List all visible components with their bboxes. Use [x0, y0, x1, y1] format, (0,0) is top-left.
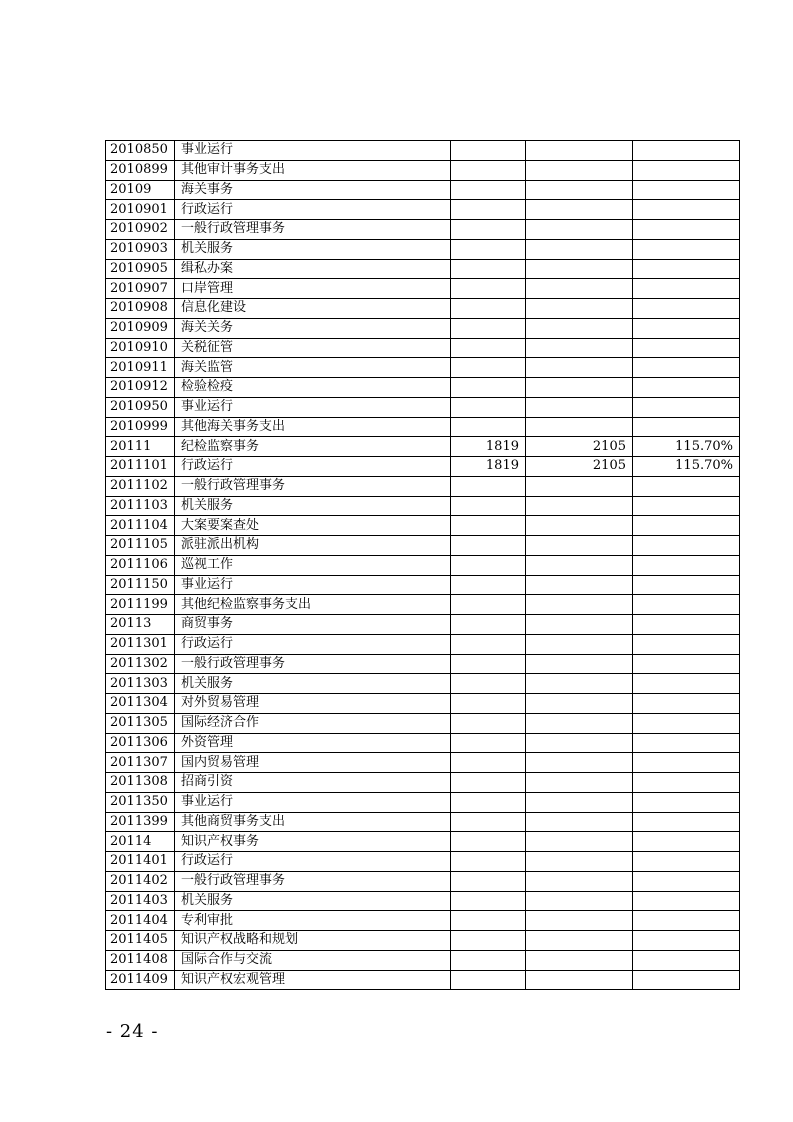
table-row — [106, 536, 740, 556]
table-row — [106, 634, 740, 654]
subject-name-cell: 国内贸易管理 — [175, 753, 451, 773]
completion-ratio-cell — [633, 615, 740, 635]
completion-ratio-cell — [633, 911, 740, 931]
completion-ratio-cell — [633, 970, 740, 990]
budget-amount-cell — [451, 476, 526, 496]
table-row — [106, 970, 740, 990]
table-row — [106, 615, 740, 635]
completion-ratio-cell — [633, 141, 740, 161]
budget-amount-cell — [451, 832, 526, 852]
completion-ratio-cell — [633, 713, 740, 733]
subject-code-cell: 2011404 — [106, 911, 175, 931]
subject-name-cell: 事业运行 — [175, 792, 451, 812]
actual-amount-cell — [526, 931, 633, 951]
actual-amount-cell: 2105 — [526, 457, 633, 477]
subject-code-cell: 2010912 — [106, 378, 175, 398]
subject-code-cell: 2010902 — [106, 220, 175, 240]
completion-ratio-cell — [633, 812, 740, 832]
budget-amount-cell — [451, 555, 526, 575]
subject-name-cell: 知识产权战略和规划 — [175, 931, 451, 951]
subject-code-cell: 2010999 — [106, 417, 175, 437]
actual-amount-cell — [526, 516, 633, 536]
subject-code-cell: 2010908 — [106, 299, 175, 319]
subject-name-cell: 事业运行 — [175, 141, 451, 161]
table-row — [106, 516, 740, 536]
completion-ratio-cell — [633, 575, 740, 595]
completion-ratio-cell — [633, 595, 740, 615]
subject-code-cell: 2011106 — [106, 555, 175, 575]
subject-code-cell: 2010950 — [106, 397, 175, 417]
subject-name-cell: 机关服务 — [175, 674, 451, 694]
completion-ratio-cell — [633, 792, 740, 812]
subject-code-cell: 2010899 — [106, 160, 175, 180]
budget-amount-cell — [451, 220, 526, 240]
subject-name-cell: 招商引资 — [175, 773, 451, 793]
subject-name-cell: 机关服务 — [175, 239, 451, 259]
budget-amount-cell — [451, 397, 526, 417]
table-row — [106, 595, 740, 615]
actual-amount-cell — [526, 180, 633, 200]
completion-ratio-cell — [633, 516, 740, 536]
budget-amount-cell — [451, 575, 526, 595]
actual-amount-cell — [526, 476, 633, 496]
subject-name-cell: 专利审批 — [175, 911, 451, 931]
completion-ratio-cell — [633, 634, 740, 654]
budget-amount-cell — [451, 694, 526, 714]
table-row — [106, 773, 740, 793]
actual-amount-cell — [526, 792, 633, 812]
subject-name-cell: 知识产权宏观管理 — [175, 970, 451, 990]
completion-ratio-cell: 115.70% — [633, 457, 740, 477]
table-row — [106, 417, 740, 437]
table-row — [106, 437, 740, 457]
actual-amount-cell — [526, 220, 633, 240]
completion-ratio-cell — [633, 476, 740, 496]
subject-code-cell: 2010909 — [106, 318, 175, 338]
budget-amount-cell — [451, 812, 526, 832]
table-row — [106, 792, 740, 812]
subject-code-cell: 20109 — [106, 180, 175, 200]
subject-code-cell: 2011103 — [106, 496, 175, 516]
actual-amount-cell — [526, 595, 633, 615]
subject-name-cell: 机关服务 — [175, 891, 451, 911]
table-row — [106, 259, 740, 279]
budget-amount-cell — [451, 160, 526, 180]
subject-name-cell: 一般行政管理事务 — [175, 220, 451, 240]
completion-ratio-cell — [633, 891, 740, 911]
subject-name-cell: 国际经济合作 — [175, 713, 451, 733]
budget-amount-cell — [451, 773, 526, 793]
subject-name-cell: 外资管理 — [175, 733, 451, 753]
completion-ratio-cell — [633, 200, 740, 220]
table-row — [106, 950, 740, 970]
budget-amount-cell — [451, 299, 526, 319]
actual-amount-cell — [526, 753, 633, 773]
subject-name-cell: 对外贸易管理 — [175, 694, 451, 714]
completion-ratio-cell — [633, 871, 740, 891]
completion-ratio-cell — [633, 318, 740, 338]
budget-amount-cell: 1819 — [451, 437, 526, 457]
table-row — [106, 733, 740, 753]
actual-amount-cell — [526, 674, 633, 694]
completion-ratio-cell — [633, 358, 740, 378]
completion-ratio-cell — [633, 180, 740, 200]
subject-code-cell: 2011303 — [106, 674, 175, 694]
actual-amount-cell — [526, 496, 633, 516]
budget-amount-cell — [451, 615, 526, 635]
actual-amount-cell — [526, 200, 633, 220]
budget-amount-cell — [451, 259, 526, 279]
subject-name-cell: 行政运行 — [175, 457, 451, 477]
actual-amount-cell — [526, 575, 633, 595]
subject-code-cell: 2010901 — [106, 200, 175, 220]
table-row — [106, 812, 740, 832]
subject-code-cell: 2011307 — [106, 753, 175, 773]
subject-code-cell: 2011409 — [106, 970, 175, 990]
table-row — [106, 239, 740, 259]
completion-ratio-cell — [633, 299, 740, 319]
completion-ratio-cell — [633, 536, 740, 556]
budget-amount-cell — [451, 417, 526, 437]
table-row — [106, 457, 740, 477]
subject-code-cell: 2011104 — [106, 516, 175, 536]
actual-amount-cell — [526, 634, 633, 654]
table-row — [106, 476, 740, 496]
table-row — [106, 299, 740, 319]
budget-amount-cell — [451, 970, 526, 990]
actual-amount-cell — [526, 733, 633, 753]
budget-amount-cell — [451, 180, 526, 200]
table-row — [106, 279, 740, 299]
completion-ratio-cell — [633, 378, 740, 398]
subject-code-cell: 2011101 — [106, 457, 175, 477]
budget-amount-cell — [451, 141, 526, 161]
budget-amount-cell — [451, 496, 526, 516]
budget-amount-cell — [451, 911, 526, 931]
actual-amount-cell — [526, 279, 633, 299]
actual-amount-cell — [526, 852, 633, 872]
table-row — [106, 753, 740, 773]
subject-name-cell: 行政运行 — [175, 852, 451, 872]
subject-code-cell: 2011199 — [106, 595, 175, 615]
table-row — [106, 180, 740, 200]
actual-amount-cell — [526, 654, 633, 674]
subject-code-cell: 2011301 — [106, 634, 175, 654]
subject-name-cell: 一般行政管理事务 — [175, 654, 451, 674]
subject-code-cell: 20111 — [106, 437, 175, 457]
subject-code-cell: 20113 — [106, 615, 175, 635]
budget-amount-cell — [451, 852, 526, 872]
budget-amount-cell — [451, 733, 526, 753]
budget-amount-cell: 1819 — [451, 457, 526, 477]
subject-name-cell: 口岸管理 — [175, 279, 451, 299]
table-row — [106, 891, 740, 911]
completion-ratio-cell — [633, 753, 740, 773]
completion-ratio-cell — [633, 338, 740, 358]
subject-code-cell: 2011150 — [106, 575, 175, 595]
subject-code-cell: 2010911 — [106, 358, 175, 378]
completion-ratio-cell — [633, 654, 740, 674]
budget-amount-cell — [451, 792, 526, 812]
completion-ratio-cell — [633, 259, 740, 279]
actual-amount-cell — [526, 871, 633, 891]
table-row — [106, 694, 740, 714]
subject-name-cell: 检验检疫 — [175, 378, 451, 398]
subject-name-cell: 巡视工作 — [175, 555, 451, 575]
subject-code-cell: 2010910 — [106, 338, 175, 358]
budget-amount-cell — [451, 516, 526, 536]
table-row — [106, 378, 740, 398]
completion-ratio-cell — [633, 931, 740, 951]
subject-name-cell: 其他商贸事务支出 — [175, 812, 451, 832]
completion-ratio-cell — [633, 773, 740, 793]
subject-name-cell: 一般行政管理事务 — [175, 871, 451, 891]
completion-ratio-cell — [633, 397, 740, 417]
budget-amount-cell — [451, 358, 526, 378]
actual-amount-cell — [526, 713, 633, 733]
subject-code-cell: 2011399 — [106, 812, 175, 832]
actual-amount-cell — [526, 555, 633, 575]
subject-name-cell: 缉私办案 — [175, 259, 451, 279]
subject-code-cell: 2011105 — [106, 536, 175, 556]
actual-amount-cell — [526, 160, 633, 180]
budget-amount-cell — [451, 200, 526, 220]
budget-expenditure-table — [105, 140, 740, 990]
subject-code-cell: 2011305 — [106, 713, 175, 733]
actual-amount-cell — [526, 141, 633, 161]
budget-amount-cell — [451, 378, 526, 398]
subject-code-cell: 2011402 — [106, 871, 175, 891]
subject-name-cell: 海关监管 — [175, 358, 451, 378]
subject-name-cell: 大案要案查处 — [175, 516, 451, 536]
budget-amount-cell — [451, 713, 526, 733]
actual-amount-cell — [526, 970, 633, 990]
subject-name-cell: 国际合作与交流 — [175, 950, 451, 970]
completion-ratio-cell — [633, 694, 740, 714]
completion-ratio-cell — [633, 160, 740, 180]
table-row — [106, 496, 740, 516]
actual-amount-cell: 2105 — [526, 437, 633, 457]
budget-amount-cell — [451, 536, 526, 556]
budget-amount-cell — [451, 239, 526, 259]
subject-name-cell: 其他海关事务支出 — [175, 417, 451, 437]
actual-amount-cell — [526, 378, 633, 398]
actual-amount-cell — [526, 891, 633, 911]
actual-amount-cell — [526, 239, 633, 259]
actual-amount-cell — [526, 694, 633, 714]
actual-amount-cell — [526, 832, 633, 852]
budget-amount-cell — [451, 654, 526, 674]
subject-code-cell: 2011403 — [106, 891, 175, 911]
completion-ratio-cell — [633, 950, 740, 970]
actual-amount-cell — [526, 417, 633, 437]
budget-amount-cell — [451, 950, 526, 970]
subject-code-cell: 2011308 — [106, 773, 175, 793]
subject-code-cell: 2011401 — [106, 852, 175, 872]
table-row — [106, 911, 740, 931]
completion-ratio-cell — [633, 220, 740, 240]
subject-code-cell: 2011405 — [106, 931, 175, 951]
subject-code-cell: 2010903 — [106, 239, 175, 259]
budget-amount-cell — [451, 338, 526, 358]
table-row — [106, 160, 740, 180]
subject-code-cell: 2010905 — [106, 259, 175, 279]
actual-amount-cell — [526, 911, 633, 931]
budget-amount-cell — [451, 318, 526, 338]
table-row — [106, 200, 740, 220]
subject-code-cell: 2010907 — [106, 279, 175, 299]
subject-name-cell: 行政运行 — [175, 200, 451, 220]
actual-amount-cell — [526, 338, 633, 358]
subject-name-cell: 机关服务 — [175, 496, 451, 516]
subject-code-cell: 2011302 — [106, 654, 175, 674]
actual-amount-cell — [526, 397, 633, 417]
completion-ratio-cell — [633, 733, 740, 753]
table-row — [106, 654, 740, 674]
table-row — [106, 674, 740, 694]
actual-amount-cell — [526, 318, 633, 338]
table-row — [106, 931, 740, 951]
subject-name-cell: 事业运行 — [175, 575, 451, 595]
completion-ratio-cell — [633, 832, 740, 852]
budget-amount-cell — [451, 595, 526, 615]
budget-amount-cell — [451, 931, 526, 951]
table-row — [106, 555, 740, 575]
table-row — [106, 575, 740, 595]
actual-amount-cell — [526, 615, 633, 635]
subject-code-cell: 2011102 — [106, 476, 175, 496]
actual-amount-cell — [526, 358, 633, 378]
table-body — [106, 141, 740, 990]
completion-ratio-cell — [633, 555, 740, 575]
subject-code-cell: 2010850 — [106, 141, 175, 161]
budget-amount-cell — [451, 871, 526, 891]
table-row — [106, 318, 740, 338]
table-row — [106, 397, 740, 417]
budget-amount-cell — [451, 753, 526, 773]
completion-ratio-cell — [633, 279, 740, 299]
actual-amount-cell — [526, 536, 633, 556]
page-number: - 24 - — [106, 1021, 159, 1042]
table-row — [106, 338, 740, 358]
completion-ratio-cell — [633, 496, 740, 516]
subject-name-cell: 其他审计事务支出 — [175, 160, 451, 180]
completion-ratio-cell — [633, 852, 740, 872]
completion-ratio-cell — [633, 239, 740, 259]
subject-name-cell: 商贸事务 — [175, 615, 451, 635]
budget-amount-cell — [451, 674, 526, 694]
subject-name-cell: 行政运行 — [175, 634, 451, 654]
subject-code-cell: 2011304 — [106, 694, 175, 714]
subject-code-cell: 20114 — [106, 832, 175, 852]
subject-name-cell: 派驻派出机构 — [175, 536, 451, 556]
budget-amount-cell — [451, 279, 526, 299]
actual-amount-cell — [526, 812, 633, 832]
subject-code-cell: 2011306 — [106, 733, 175, 753]
budget-amount-cell — [451, 891, 526, 911]
subject-code-cell: 2011408 — [106, 950, 175, 970]
budget-amount-cell — [451, 634, 526, 654]
completion-ratio-cell — [633, 674, 740, 694]
subject-name-cell: 海关关务 — [175, 318, 451, 338]
subject-name-cell: 信息化建设 — [175, 299, 451, 319]
completion-ratio-cell — [633, 417, 740, 437]
actual-amount-cell — [526, 299, 633, 319]
subject-name-cell: 事业运行 — [175, 397, 451, 417]
subject-name-cell: 海关事务 — [175, 180, 451, 200]
subject-code-cell: 2011350 — [106, 792, 175, 812]
subject-name-cell: 其他纪检监察事务支出 — [175, 595, 451, 615]
subject-name-cell: 纪检监察事务 — [175, 437, 451, 457]
actual-amount-cell — [526, 773, 633, 793]
subject-name-cell: 知识产权事务 — [175, 832, 451, 852]
completion-ratio-cell: 115.70% — [633, 437, 740, 457]
table-row — [106, 852, 740, 872]
actual-amount-cell — [526, 950, 633, 970]
subject-name-cell: 一般行政管理事务 — [175, 476, 451, 496]
subject-name-cell: 关税征管 — [175, 338, 451, 358]
table-row — [106, 358, 740, 378]
table-row — [106, 141, 740, 161]
actual-amount-cell — [526, 259, 633, 279]
table-row — [106, 832, 740, 852]
table-row — [106, 713, 740, 733]
table-row — [106, 220, 740, 240]
table-row — [106, 871, 740, 891]
